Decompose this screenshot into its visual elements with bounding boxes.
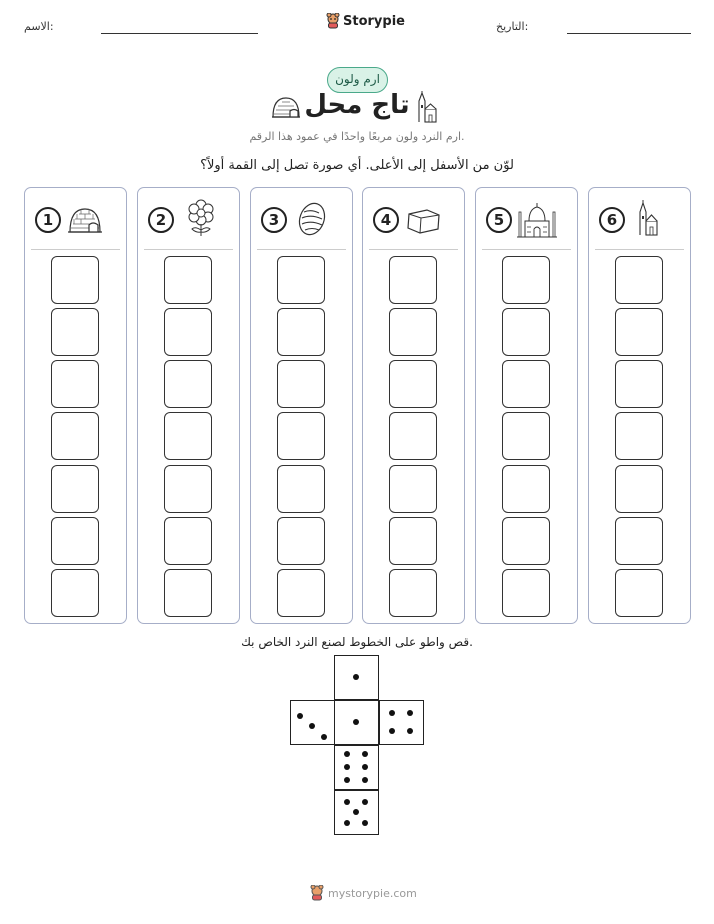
dice-pip	[353, 674, 359, 680]
column-divider	[482, 249, 571, 250]
color-box[interactable]	[389, 308, 437, 356]
dice-pip	[362, 799, 368, 805]
color-box[interactable]	[615, 517, 663, 565]
flower-icon	[184, 199, 218, 241]
column-divider	[369, 249, 458, 250]
color-box[interactable]	[277, 256, 325, 304]
taj-mahal-icon	[516, 202, 558, 242]
column-header	[25, 202, 126, 238]
color-box[interactable]	[277, 308, 325, 356]
color-box[interactable]	[277, 517, 325, 565]
color-box[interactable]	[51, 569, 99, 617]
dice-pip	[344, 777, 350, 783]
color-box[interactable]	[502, 412, 550, 460]
color-box[interactable]	[51, 308, 99, 356]
name-label: الاسم:	[24, 20, 54, 33]
column-number: 3	[261, 207, 287, 233]
dice-pip	[309, 723, 315, 729]
color-box[interactable]	[164, 569, 212, 617]
column-number: 4	[373, 207, 399, 233]
column-3	[250, 187, 353, 624]
color-box[interactable]	[277, 569, 325, 617]
dice-face	[379, 700, 424, 745]
dice-pip	[344, 820, 350, 826]
column-divider	[144, 249, 233, 250]
color-box[interactable]	[502, 465, 550, 513]
column-1	[24, 187, 127, 624]
dice-pip	[353, 719, 359, 725]
color-box[interactable]	[277, 465, 325, 513]
dice-pip	[407, 728, 413, 734]
storypie-mascot-icon	[310, 885, 324, 901]
color-box[interactable]	[51, 412, 99, 460]
dice-face	[290, 700, 335, 745]
egg-icon	[297, 201, 327, 241]
column-header	[363, 202, 464, 238]
dice-face	[334, 655, 379, 700]
dice-pip	[297, 713, 303, 719]
dice-pip	[362, 751, 368, 757]
dice-pip	[407, 710, 413, 716]
dice-pip	[389, 728, 395, 734]
color-box[interactable]	[389, 465, 437, 513]
dice-pip	[344, 764, 350, 770]
column-2	[137, 187, 240, 624]
color-box[interactable]	[277, 360, 325, 408]
activity-subtitle: ارم النرد ولون مربعًا واحدًا في عمود هذا الرقم.	[249, 130, 465, 143]
color-box[interactable]	[615, 465, 663, 513]
column-header	[251, 202, 352, 238]
color-box[interactable]	[615, 256, 663, 304]
column-divider	[595, 249, 684, 250]
dice-pip	[362, 820, 368, 826]
color-box[interactable]	[615, 360, 663, 408]
column-header	[589, 202, 690, 238]
dice-pip	[353, 809, 359, 815]
column-6	[588, 187, 691, 624]
dice-pip	[344, 751, 350, 757]
color-box[interactable]	[615, 412, 663, 460]
column-header	[476, 202, 577, 238]
color-box[interactable]	[502, 569, 550, 617]
column-divider	[257, 249, 346, 250]
dice-face	[334, 790, 379, 835]
color-box[interactable]	[51, 256, 99, 304]
dice-pip	[389, 710, 395, 716]
igloo-icon	[67, 205, 103, 239]
church-icon	[414, 91, 438, 123]
color-box[interactable]	[164, 517, 212, 565]
color-box[interactable]	[615, 308, 663, 356]
color-box[interactable]	[51, 465, 99, 513]
brand-logo	[326, 13, 405, 29]
color-box[interactable]	[164, 360, 212, 408]
color-box[interactable]	[277, 412, 325, 460]
footer	[310, 885, 417, 901]
color-box[interactable]	[164, 412, 212, 460]
dice-pip	[344, 799, 350, 805]
page-title: تاج محل	[304, 90, 410, 120]
column-5	[475, 187, 578, 624]
column-number: 2	[148, 207, 174, 233]
brand-name: Storypie	[343, 13, 405, 29]
dice-face	[334, 745, 379, 790]
color-box[interactable]	[51, 360, 99, 408]
color-box[interactable]	[389, 360, 437, 408]
dice-pip	[321, 734, 327, 740]
storypie-mascot-icon	[326, 13, 340, 29]
column-divider	[31, 249, 120, 250]
dice-instruction: قص واطو على الخطوط لصنع النرد الخاص بك.	[241, 635, 473, 649]
dice-pip	[362, 764, 368, 770]
date-label: التاريخ:	[496, 20, 529, 33]
color-box[interactable]	[502, 360, 550, 408]
footer-url[interactable]: mystorypie.com	[328, 886, 417, 900]
column-number: 6	[599, 207, 625, 233]
color-box[interactable]	[389, 517, 437, 565]
color-box[interactable]	[502, 517, 550, 565]
dice-pip	[362, 777, 368, 783]
column-4	[362, 187, 465, 624]
color-box[interactable]	[502, 308, 550, 356]
color-box[interactable]	[51, 517, 99, 565]
activity-badge: ارم ولون	[327, 67, 388, 93]
color-box[interactable]	[389, 256, 437, 304]
color-box[interactable]	[389, 412, 437, 460]
color-box[interactable]	[389, 569, 437, 617]
church-icon	[635, 200, 659, 240]
column-number: 1	[35, 207, 61, 233]
activity-question: لوّن من الأسفل إلى الأعلى. أي صورة تصل إلى القمة أولاً؟	[200, 158, 514, 173]
color-box[interactable]	[164, 308, 212, 356]
dice-face	[334, 700, 379, 745]
color-box[interactable]	[615, 569, 663, 617]
color-box[interactable]	[164, 256, 212, 304]
stone-block-icon	[403, 205, 443, 241]
color-box[interactable]	[502, 256, 550, 304]
name-line[interactable]	[101, 33, 258, 34]
column-header	[138, 202, 239, 238]
color-box[interactable]	[164, 465, 212, 513]
date-line[interactable]	[567, 33, 691, 34]
column-number: 5	[486, 207, 512, 233]
